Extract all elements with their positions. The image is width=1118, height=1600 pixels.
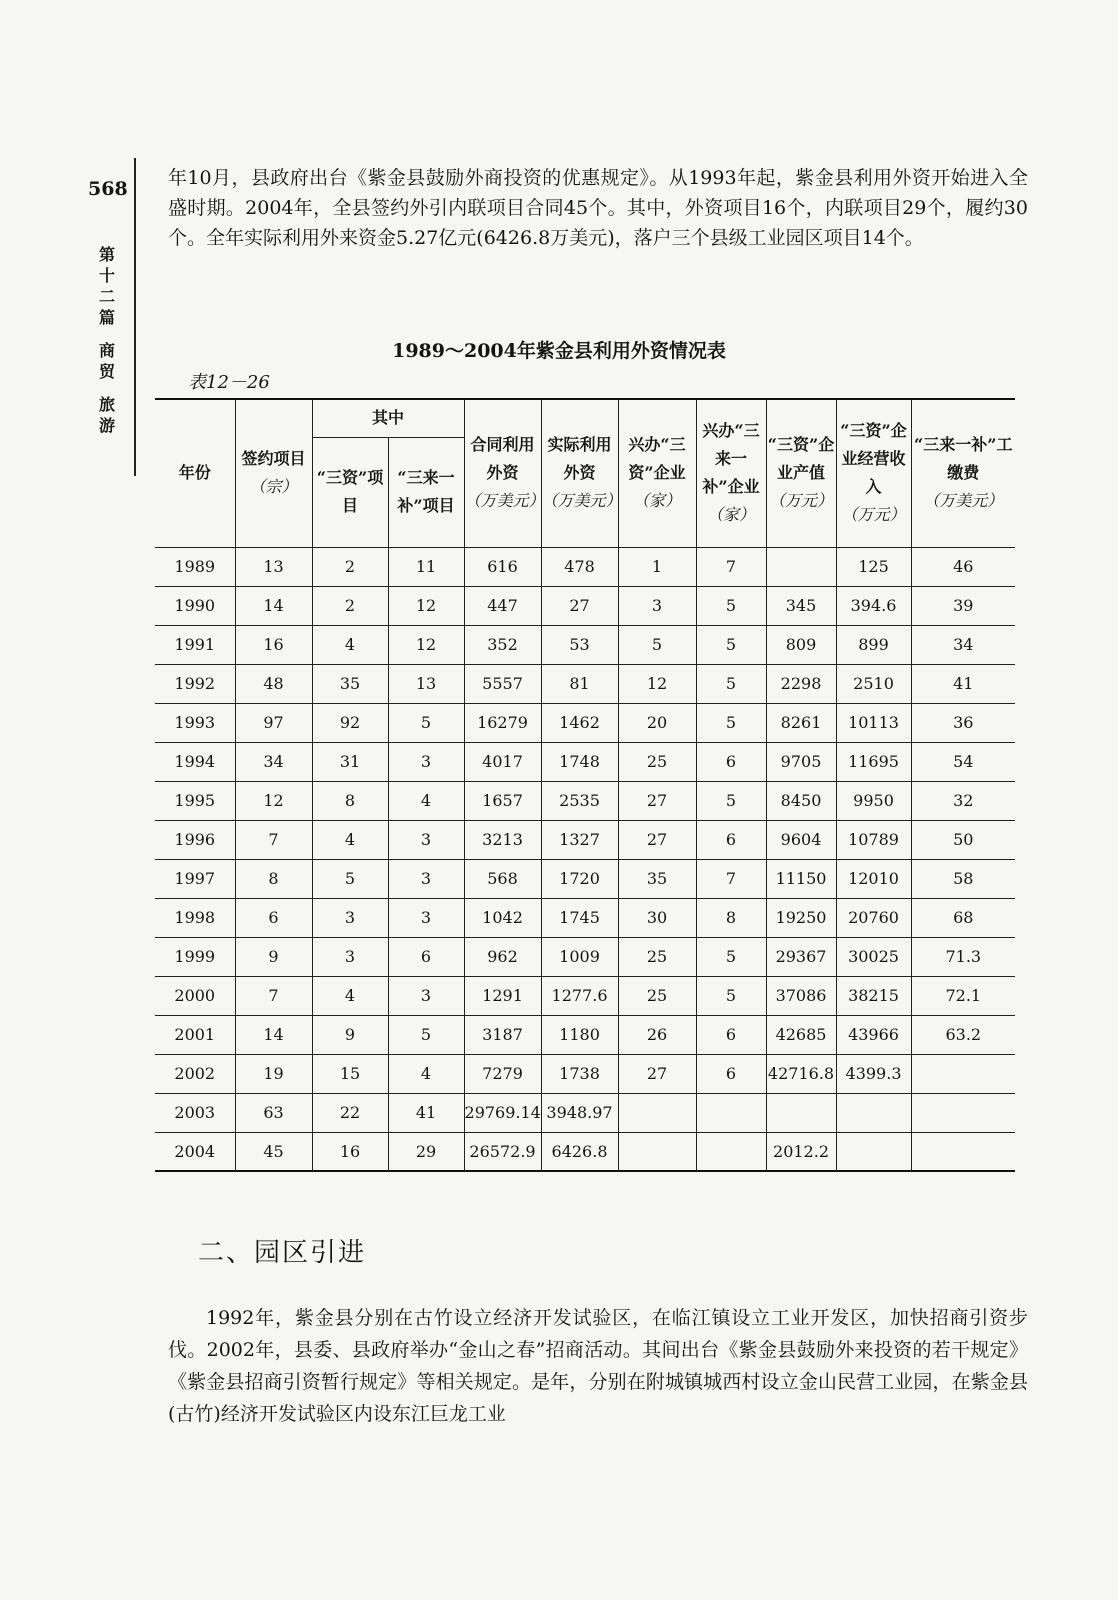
table-cell: 6 bbox=[696, 1054, 766, 1093]
table-cell: 4017 bbox=[464, 742, 541, 781]
table-cell: 345 bbox=[766, 586, 836, 625]
table-cell bbox=[618, 1132, 696, 1171]
table-cell: 34 bbox=[911, 625, 1015, 664]
table-cell: 29769.14 bbox=[464, 1093, 541, 1132]
section-paragraph: 1992年，紫金县分别在古竹设立经济开发试验区，在临江镇设立工业开发区，加快招商引资步伐。2002年，县委、县政府举办“金山之春”招商活动。其间出台《紫金县鼓励外来投资的若干规定》《紫金县招商引资暂行规定》等相关规定。是年，分别在附城镇城西村设立金山民营工业园，在紫金县(古竹)经济开发试验区内设东江巨龙工业 bbox=[168, 1307, 1028, 1425]
table-cell: 8 bbox=[235, 859, 312, 898]
table-cell: 5 bbox=[696, 781, 766, 820]
table-cell: 63.2 bbox=[911, 1015, 1015, 1054]
table-title: 1989～2004年紫金县利用外资情况表 bbox=[392, 340, 726, 362]
table-cell: 46 bbox=[911, 547, 1015, 586]
table-cell: 39 bbox=[911, 586, 1015, 625]
table-cell: 1720 bbox=[541, 859, 618, 898]
table-cell: 1009 bbox=[541, 937, 618, 976]
table-cell: 53 bbox=[541, 625, 618, 664]
table-cell: 447 bbox=[464, 586, 541, 625]
table-row bbox=[155, 703, 1015, 742]
table-cell: 11 bbox=[388, 547, 464, 586]
table-cell: 6426.8 bbox=[541, 1132, 618, 1171]
table-row bbox=[155, 898, 1015, 937]
table-cell: 899 bbox=[836, 625, 911, 664]
table-cell: 31 bbox=[312, 742, 388, 781]
year-cell: 1996 bbox=[155, 820, 235, 859]
page-number: 568 bbox=[88, 178, 128, 200]
table-cell: 1327 bbox=[541, 820, 618, 859]
table-cell: 12 bbox=[235, 781, 312, 820]
table-cell: 12 bbox=[388, 586, 464, 625]
side-title-char: 商 bbox=[98, 341, 115, 360]
side-title-char: 二 bbox=[98, 287, 115, 306]
table-cell: 7 bbox=[235, 976, 312, 1015]
header-fee-unit: （万美元） bbox=[923, 491, 1004, 511]
table-cell: 3 bbox=[388, 820, 464, 859]
side-title-char: 篇 bbox=[98, 308, 115, 327]
header-output bbox=[766, 399, 836, 547]
table-cell: 14 bbox=[235, 586, 312, 625]
table-cell: 8450 bbox=[766, 781, 836, 820]
table-cell: 1462 bbox=[541, 703, 618, 742]
header-signed-unit: （宗） bbox=[249, 477, 298, 497]
table-cell: 9 bbox=[235, 937, 312, 976]
table-cell: 568 bbox=[464, 859, 541, 898]
year-cell: 1993 bbox=[155, 703, 235, 742]
table-cell: 6 bbox=[388, 937, 464, 976]
year-cell: 2002 bbox=[155, 1054, 235, 1093]
table-cell: 41 bbox=[388, 1093, 464, 1132]
table-cell: 5 bbox=[696, 703, 766, 742]
header-sanzi-enterprises bbox=[618, 399, 696, 547]
year-cell: 1992 bbox=[155, 664, 235, 703]
table-cell: 1745 bbox=[541, 898, 618, 937]
table-cell: 478 bbox=[541, 547, 618, 586]
header-actual-unit: （万美元） bbox=[541, 491, 622, 511]
table-cell: 3187 bbox=[464, 1015, 541, 1054]
header-sanlai-projects: “三来一补”项目 bbox=[388, 437, 464, 547]
table-cell: 352 bbox=[464, 625, 541, 664]
header-sanzi-projects: “三资”项目 bbox=[312, 437, 388, 547]
table-cell: 4 bbox=[388, 1054, 464, 1093]
side-title-char: 第 bbox=[98, 245, 115, 264]
table-cell: 7 bbox=[235, 820, 312, 859]
table-cell: 6 bbox=[696, 820, 766, 859]
side-title-char: 游 bbox=[98, 416, 115, 435]
table-cell: 8 bbox=[696, 898, 766, 937]
table-cell: 20760 bbox=[836, 898, 911, 937]
table-cell bbox=[911, 1132, 1015, 1171]
header-fee-label: “三来一补”工缴费 bbox=[914, 435, 1013, 483]
table-cell: 1180 bbox=[541, 1015, 618, 1054]
table-cell: 5 bbox=[618, 625, 696, 664]
year-cell: 2001 bbox=[155, 1015, 235, 1054]
header-fee bbox=[911, 399, 1015, 547]
table-row bbox=[155, 976, 1015, 1015]
table-cell: 13 bbox=[388, 664, 464, 703]
table-row bbox=[155, 625, 1015, 664]
table-cell: 6 bbox=[696, 742, 766, 781]
header-of-which: 其中 bbox=[312, 399, 464, 437]
table-row bbox=[155, 1015, 1015, 1054]
table-cell: 10789 bbox=[836, 820, 911, 859]
table-number: 表12－26 bbox=[188, 372, 270, 393]
table-cell: 45 bbox=[235, 1132, 312, 1171]
header-output-label: “三资”企业产值 bbox=[767, 435, 835, 483]
table-row bbox=[155, 547, 1015, 586]
header-revenue bbox=[836, 399, 911, 547]
table-cell: 71.3 bbox=[911, 937, 1015, 976]
table-cell: 97 bbox=[235, 703, 312, 742]
table-cell: 27 bbox=[618, 1054, 696, 1093]
table-cell: 4399.3 bbox=[836, 1054, 911, 1093]
header-sanlai-enterprises-unit: （家） bbox=[707, 505, 756, 525]
table-cell: 2510 bbox=[836, 664, 911, 703]
table-cell: 3 bbox=[388, 898, 464, 937]
table-cell: 5 bbox=[696, 664, 766, 703]
table-cell: 27 bbox=[618, 781, 696, 820]
table-cell: 81 bbox=[541, 664, 618, 703]
table-row bbox=[155, 742, 1015, 781]
table-row bbox=[155, 937, 1015, 976]
table-cell: 1738 bbox=[541, 1054, 618, 1093]
header-signed-label: 签约项目 bbox=[241, 449, 306, 469]
table-cell: 22 bbox=[312, 1093, 388, 1132]
table-cell: 12 bbox=[618, 664, 696, 703]
table-cell bbox=[911, 1054, 1015, 1093]
year-cell: 2000 bbox=[155, 976, 235, 1015]
table-cell: 3213 bbox=[464, 820, 541, 859]
table-cell: 962 bbox=[464, 937, 541, 976]
side-title-gap bbox=[96, 382, 118, 394]
table-cell: 3 bbox=[618, 586, 696, 625]
table-cell: 3 bbox=[312, 898, 388, 937]
table-cell: 29367 bbox=[766, 937, 836, 976]
table-cell: 5557 bbox=[464, 664, 541, 703]
section-heading: 二、园区引进 bbox=[198, 1238, 367, 1268]
table-cell: 19250 bbox=[766, 898, 836, 937]
table-cell: 25 bbox=[618, 937, 696, 976]
table-row bbox=[155, 586, 1015, 625]
table-cell: 8 bbox=[312, 781, 388, 820]
header-year: 年份 bbox=[155, 399, 235, 547]
table-cell: 42716.8 bbox=[766, 1054, 836, 1093]
table-cell bbox=[766, 1093, 836, 1132]
table-cell: 125 bbox=[836, 547, 911, 586]
table-cell bbox=[618, 1093, 696, 1132]
table-cell: 9604 bbox=[766, 820, 836, 859]
table-cell: 63 bbox=[235, 1093, 312, 1132]
table-cell: 35 bbox=[618, 859, 696, 898]
table-cell: 14 bbox=[235, 1015, 312, 1054]
table-cell bbox=[696, 1093, 766, 1132]
header-sanlai-enterprises-label: 兴办“三来一补”企业 bbox=[702, 421, 760, 497]
table-cell: 38215 bbox=[836, 976, 911, 1015]
table-cell: 58 bbox=[911, 859, 1015, 898]
table-cell: 10113 bbox=[836, 703, 911, 742]
year-cell: 1994 bbox=[155, 742, 235, 781]
table-row bbox=[155, 1093, 1015, 1132]
table-cell bbox=[911, 1093, 1015, 1132]
table-cell: 1291 bbox=[464, 976, 541, 1015]
table-cell: 2535 bbox=[541, 781, 618, 820]
header-signed bbox=[235, 399, 312, 547]
table-cell: 43966 bbox=[836, 1015, 911, 1054]
table-cell: 30025 bbox=[836, 937, 911, 976]
table-cell: 30 bbox=[618, 898, 696, 937]
table-cell bbox=[766, 547, 836, 586]
table-cell: 5 bbox=[696, 586, 766, 625]
table-cell: 1 bbox=[618, 547, 696, 586]
table-cell: 48 bbox=[235, 664, 312, 703]
table-header-row bbox=[155, 399, 1015, 437]
year-cell: 1989 bbox=[155, 547, 235, 586]
table-cell: 5 bbox=[696, 976, 766, 1015]
table-cell: 5 bbox=[696, 937, 766, 976]
table-cell: 92 bbox=[312, 703, 388, 742]
table-cell: 1748 bbox=[541, 742, 618, 781]
table-cell: 11150 bbox=[766, 859, 836, 898]
year-cell: 2003 bbox=[155, 1093, 235, 1132]
table-cell: 29 bbox=[388, 1132, 464, 1171]
year-cell: 1998 bbox=[155, 898, 235, 937]
table-cell: 25 bbox=[618, 742, 696, 781]
table-cell: 2012.2 bbox=[766, 1132, 836, 1171]
side-title-char: 旅 bbox=[98, 395, 115, 414]
table-cell: 809 bbox=[766, 625, 836, 664]
table-cell: 72.1 bbox=[911, 976, 1015, 1015]
table-cell: 4 bbox=[312, 820, 388, 859]
table-row bbox=[155, 664, 1015, 703]
table-row bbox=[155, 859, 1015, 898]
table-cell: 68 bbox=[911, 898, 1015, 937]
table-cell: 9 bbox=[312, 1015, 388, 1054]
table-cell: 2 bbox=[312, 547, 388, 586]
table-cell: 37086 bbox=[766, 976, 836, 1015]
header-output-unit: （万元） bbox=[769, 491, 834, 511]
table-cell: 5 bbox=[388, 1015, 464, 1054]
table-cell: 616 bbox=[464, 547, 541, 586]
table-cell: 19 bbox=[235, 1054, 312, 1093]
table-cell: 6 bbox=[235, 898, 312, 937]
table-cell: 2 bbox=[312, 586, 388, 625]
side-title-char: 贸 bbox=[98, 362, 115, 381]
table-cell: 27 bbox=[618, 820, 696, 859]
table-cell: 4 bbox=[388, 781, 464, 820]
table-cell: 3 bbox=[388, 742, 464, 781]
header-revenue-label: “三资”企业经营收入 bbox=[840, 421, 907, 497]
table-cell: 34 bbox=[235, 742, 312, 781]
table-cell: 12 bbox=[388, 625, 464, 664]
year-cell: 2004 bbox=[155, 1132, 235, 1171]
table-cell: 16 bbox=[235, 625, 312, 664]
table-row bbox=[155, 820, 1015, 859]
header-actual bbox=[541, 399, 622, 547]
table-cell: 3 bbox=[388, 976, 464, 1015]
table-cell: 54 bbox=[911, 742, 1015, 781]
table-cell: 9950 bbox=[836, 781, 911, 820]
foreign-investment-table bbox=[155, 398, 1015, 1172]
header-contract bbox=[464, 399, 545, 547]
table-cell: 9705 bbox=[766, 742, 836, 781]
table-cell: 32 bbox=[911, 781, 1015, 820]
intro-paragraph: 年10月，县政府出台《紫金县鼓励外商投资的优惠规定》。从1993年起，紫金县利用外资开始进入全盛时期。2004年，全县签约外引内联项目合同45个。其中，外资项目16个，内联项目29个，履约30个。全年实际利用外来资金5.27亿元(6426.8万美元)，落户三个县级工业园区项目14个。 bbox=[168, 167, 1028, 249]
table-cell: 3948.97 bbox=[541, 1093, 618, 1132]
table-cell: 7 bbox=[696, 859, 766, 898]
header-contract-label: 合同利用外资 bbox=[470, 435, 535, 483]
margin-rule bbox=[134, 158, 136, 476]
table-cell: 1042 bbox=[464, 898, 541, 937]
table-cell: 1277.6 bbox=[541, 976, 618, 1015]
table-cell: 25 bbox=[618, 976, 696, 1015]
table-cell: 42685 bbox=[766, 1015, 836, 1054]
table-cell: 26 bbox=[618, 1015, 696, 1054]
header-revenue-unit: （万元） bbox=[841, 505, 906, 525]
table-cell bbox=[836, 1093, 911, 1132]
table-cell bbox=[836, 1132, 911, 1171]
header-actual-label: 实际利用外资 bbox=[547, 435, 612, 483]
table-cell: 3 bbox=[388, 859, 464, 898]
table-cell: 4 bbox=[312, 625, 388, 664]
table-cell: 35 bbox=[312, 664, 388, 703]
table-cell: 16279 bbox=[464, 703, 541, 742]
table-cell bbox=[696, 1132, 766, 1171]
year-cell: 1995 bbox=[155, 781, 235, 820]
table-cell: 11695 bbox=[836, 742, 911, 781]
table-cell: 3 bbox=[312, 937, 388, 976]
year-cell: 1997 bbox=[155, 859, 235, 898]
year-cell: 1990 bbox=[155, 586, 235, 625]
header-contract-unit: （万美元） bbox=[464, 491, 545, 511]
table-row bbox=[155, 1132, 1015, 1171]
year-cell: 1991 bbox=[155, 625, 235, 664]
header-sanzi-enterprises-unit: （家） bbox=[633, 491, 682, 511]
table-cell: 41 bbox=[911, 664, 1015, 703]
table-cell: 12010 bbox=[836, 859, 911, 898]
side-title-char: 十 bbox=[98, 266, 115, 285]
table-cell: 26572.9 bbox=[464, 1132, 541, 1171]
table-cell: 4 bbox=[312, 976, 388, 1015]
table-cell: 394.6 bbox=[836, 586, 911, 625]
table-row bbox=[155, 781, 1015, 820]
table-cell: 13 bbox=[235, 547, 312, 586]
table-row bbox=[155, 1054, 1015, 1093]
table-cell: 5 bbox=[312, 859, 388, 898]
table-cell: 7 bbox=[696, 547, 766, 586]
table-cell: 5 bbox=[388, 703, 464, 742]
table-cell: 27 bbox=[541, 586, 618, 625]
table-cell: 36 bbox=[911, 703, 1015, 742]
table-cell: 5 bbox=[696, 625, 766, 664]
table-cell: 50 bbox=[911, 820, 1015, 859]
year-cell: 1999 bbox=[155, 937, 235, 976]
table-cell: 20 bbox=[618, 703, 696, 742]
table-cell: 2298 bbox=[766, 664, 836, 703]
header-sanlai-enterprises bbox=[696, 399, 766, 547]
table-body bbox=[155, 547, 1015, 1171]
table-cell: 16 bbox=[312, 1132, 388, 1171]
table-cell: 15 bbox=[312, 1054, 388, 1093]
table-cell: 8261 bbox=[766, 703, 836, 742]
table-cell: 1657 bbox=[464, 781, 541, 820]
table-cell: 7279 bbox=[464, 1054, 541, 1093]
header-sanzi-enterprises-label: 兴办“三资”企业 bbox=[628, 435, 686, 483]
table-cell: 6 bbox=[696, 1015, 766, 1054]
